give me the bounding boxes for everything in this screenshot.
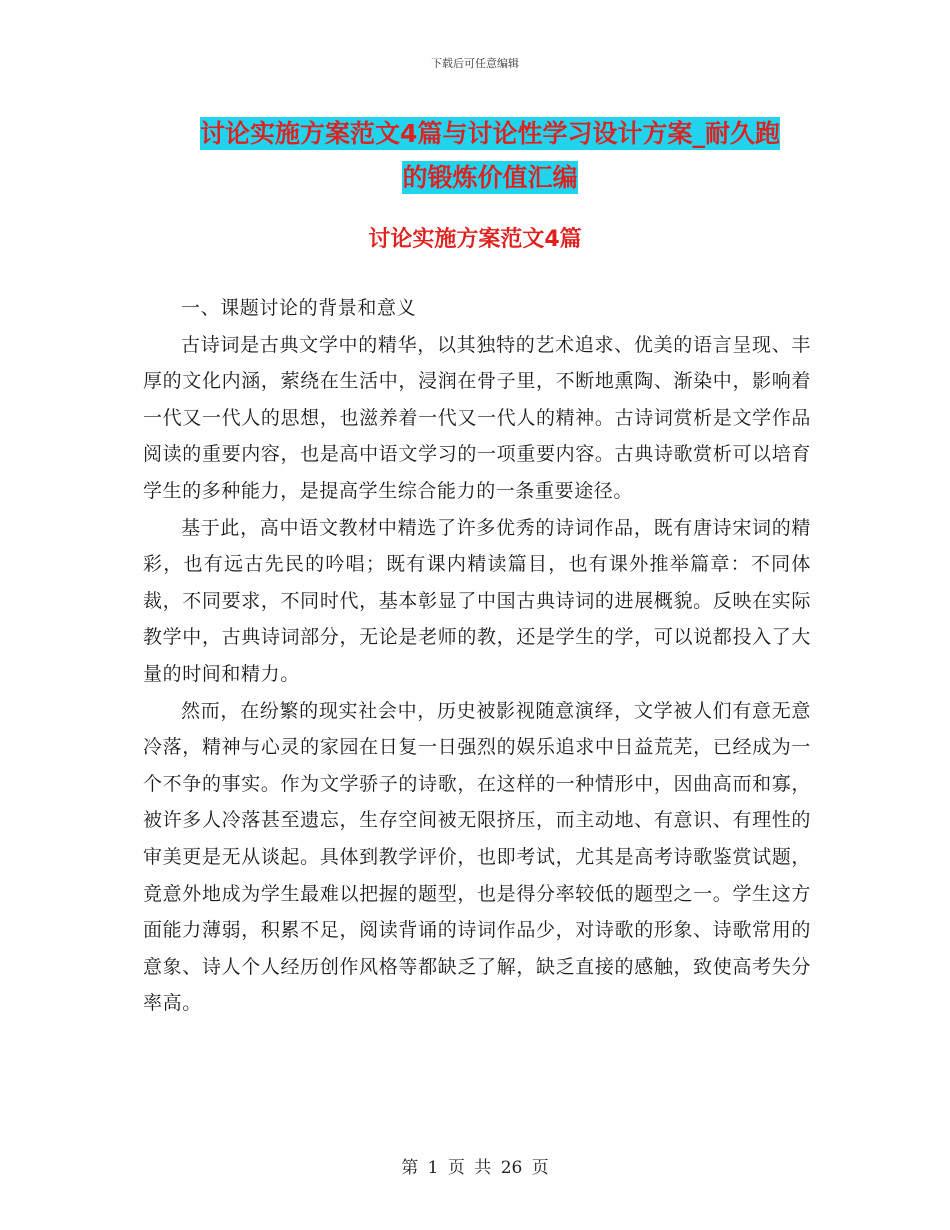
paragraph: 古诗词是古典文学中的精华，以其独特的艺术追求、优美的语言呈现、丰厚的文化内涵，萦绕在生活中，浸润在骨子里，不断地熏陶、渐染中，影响着一代又一代人的思想，也滋养着一代又一代人的精神。古诗词赏析是文学作品阅读的重要内容，也是高中语文学习的一项重要内容。古典诗歌赏析可以培育学生的多种能力，是提高学生综合能力的一条重要途径。 (143, 333, 811, 502)
document-title-line2: 的锻炼价值汇编 (402, 163, 578, 192)
page-footer: 第 1 页 共 26 页 (401, 1158, 549, 1178)
header-note: 下载后可任意编辑 (431, 57, 519, 70)
document-title (140, 112, 840, 200)
paragraph: 然而，在纷繁的现实社会中，历史被影视随意演绎，文学被人们有意无意冷落，精神与心灵的家园在日复一日强烈的娱乐追求中日益荒芜，已经成为一个不争的事实。作为文学骄子的诗歌，在这样的一种情形中，因曲高而和寡，被许多人冷落甚至遗忘，生存空间被无限挤压，而主动地、有意识、有理性的审美更是无从谈起。具体到教学评价，也即考试，尤其是高考诗歌鉴赏试题，竟意外地成为学生最难以把握的题型，也是得分率较低的题型之一。学生这方面能力薄弱，积累不足，阅读背诵的诗词作品少，对诗歌的形象、诗歌常用的意象、诗人个人经历创作风格等都缺乏了解，缺乏直接的感触，致使高考失分率高。 (143, 699, 811, 1015)
subheading: 一、课题讨论的背景和意义 (181, 297, 417, 319)
paragraph: 基于此，高中语文教材中精选了许多优秀的诗词作品，既有唐诗宋词的精彩，也有远古先民的吟唱；既有课内精读篇目，也有课外推举篇章：不同体裁，不同要求，不同时代，基本彰显了中国古典诗词的进展概貌。反映在实际教学中，古典诗词部分，无论是老师的教，还是学生的学，可以说都投入了大量的时间和精力。 (143, 516, 811, 685)
document-title-line1: 讨论实施方案范文4篇与讨论性学习设计方案_耐久跑 (200, 119, 780, 148)
section-title: 讨论实施方案范文4篇 (368, 227, 582, 252)
document-body (143, 290, 811, 1022)
